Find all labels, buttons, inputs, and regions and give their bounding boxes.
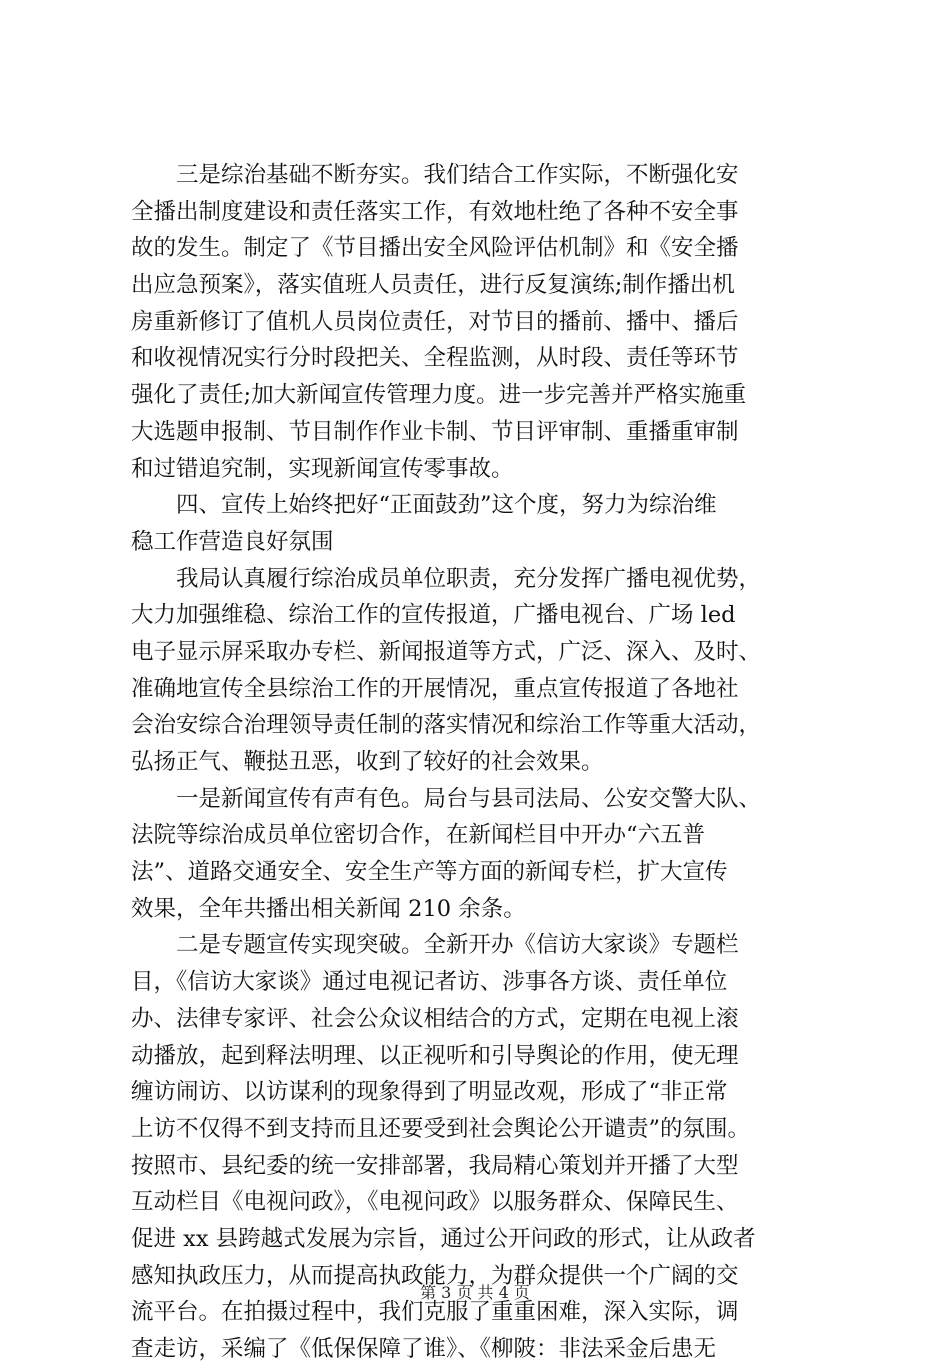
text-line: 大选题申报制、节目制作作业卡制、节目评审制、重播重审制 bbox=[131, 418, 739, 445]
text-line: 上访不仅得不到支持而且还要受到社会舆论公开谴责”的氛围。 bbox=[131, 1115, 751, 1142]
text-line: 缠访闹访、以访谋利的现象得到了明显改观，形成了“非正常 bbox=[131, 1079, 728, 1106]
text-line: 会治安综合治理领导责任制的落实情况和综治工作等重大活动， bbox=[131, 712, 762, 739]
text-line: 三是综治基础不断夯实。我们结合工作实际，不断强化安 bbox=[131, 162, 739, 188]
text-line: 和过错追究制，实现新闻宣传零事故。 bbox=[131, 455, 514, 482]
text-line: 目，《信访大家谈》通过电视记者访、涉事各方谈、责任单位 bbox=[131, 969, 728, 996]
text-line: 稳工作营造良好氛围 bbox=[131, 528, 334, 555]
text-line: 弘扬正气、鞭挞丑恶，收到了较好的社会效果。 bbox=[131, 749, 604, 775]
text-line: 大力加强维稳、综治工作的宣传报道，广播电视台、广场 led bbox=[131, 602, 736, 629]
text-line: 强化了责任;加大新闻宣传管理力度。进一步完善并严格实施重 bbox=[131, 382, 747, 409]
text-line: 全播出制度建设和责任落实工作，有效地杜绝了各种不安全事 bbox=[131, 198, 739, 225]
text-line: 二是专题宣传实现突破。全新开办《信访大家谈》专题栏 bbox=[131, 932, 739, 959]
text-line: 促进 xx 县跨越式发展为宗旨，通过公开问政的形式，让从政者 bbox=[131, 1225, 756, 1252]
text-line: 和收视情况实行分时段把关、全程监测，从时段、责任等环节 bbox=[131, 345, 739, 372]
text-line: 故的发生。制定了《节目播出安全风险评估机制》和《安全播 bbox=[131, 235, 739, 262]
text-line: 法”、道路交通安全、安全生产等方面的新闻专栏，扩大宣传 bbox=[131, 859, 728, 886]
text-line: 四、宣传上始终把好“正面鼓劲”这个度，努力为综治维 bbox=[131, 492, 717, 519]
text-line: 互动栏目《电视问政》，《电视问政》以服务群众、保障民生、 bbox=[131, 1189, 739, 1216]
body-text bbox=[131, 157, 821, 1368]
text-line: 准确地宣传全县综治工作的开展情况，重点宣传报道了各地社 bbox=[131, 675, 739, 702]
text-line: 动播放，起到释法明理、以正视听和引导舆论的作用，使无理 bbox=[131, 1042, 739, 1069]
text-line: 查走访，采编了《低保保障了谁》、《柳陂：非法采金后患无 bbox=[131, 1336, 717, 1362]
page-footer: 第 3 页 共 4 页 bbox=[420, 1283, 530, 1302]
text-line: 流平台。在拍摄过程中，我们克服了重重困难，深入实际，调 bbox=[131, 1299, 739, 1326]
text-line: 法院等综治成员单位密切合作，在新闻栏目中开办“六五普 bbox=[131, 822, 706, 849]
text-line: 效果，全年共播出相关新闻 210 余条。 bbox=[131, 895, 526, 922]
text-line: 按照市、县纪委的统一安排部署，我局精心策划并开播了大型 bbox=[131, 1152, 739, 1179]
text-line: 一是新闻宣传有声有色。局台与县司法局、公安交警大队、 bbox=[131, 785, 762, 812]
text-line: 办、法律专家评、社会公众议相结合的方式，定期在电视上滚 bbox=[131, 1005, 739, 1032]
text-line: 出应急预案》，落实值班人员责任，进行反复演练;制作播出机 bbox=[131, 272, 735, 299]
text-line: 电子显示屏采取办专栏、新闻报道等方式，广泛、深入、及时、 bbox=[131, 638, 762, 665]
text-line: 感知执政压力，从而提高执政能力，为群众提供一个广阔的交 bbox=[131, 1262, 739, 1289]
text-line: 房重新修订了值机人员岗位责任，对节目的播前、播中、播后 bbox=[131, 308, 739, 335]
text-line: 我局认真履行综治成员单位职责，充分发挥广播电视优势， bbox=[131, 565, 762, 592]
